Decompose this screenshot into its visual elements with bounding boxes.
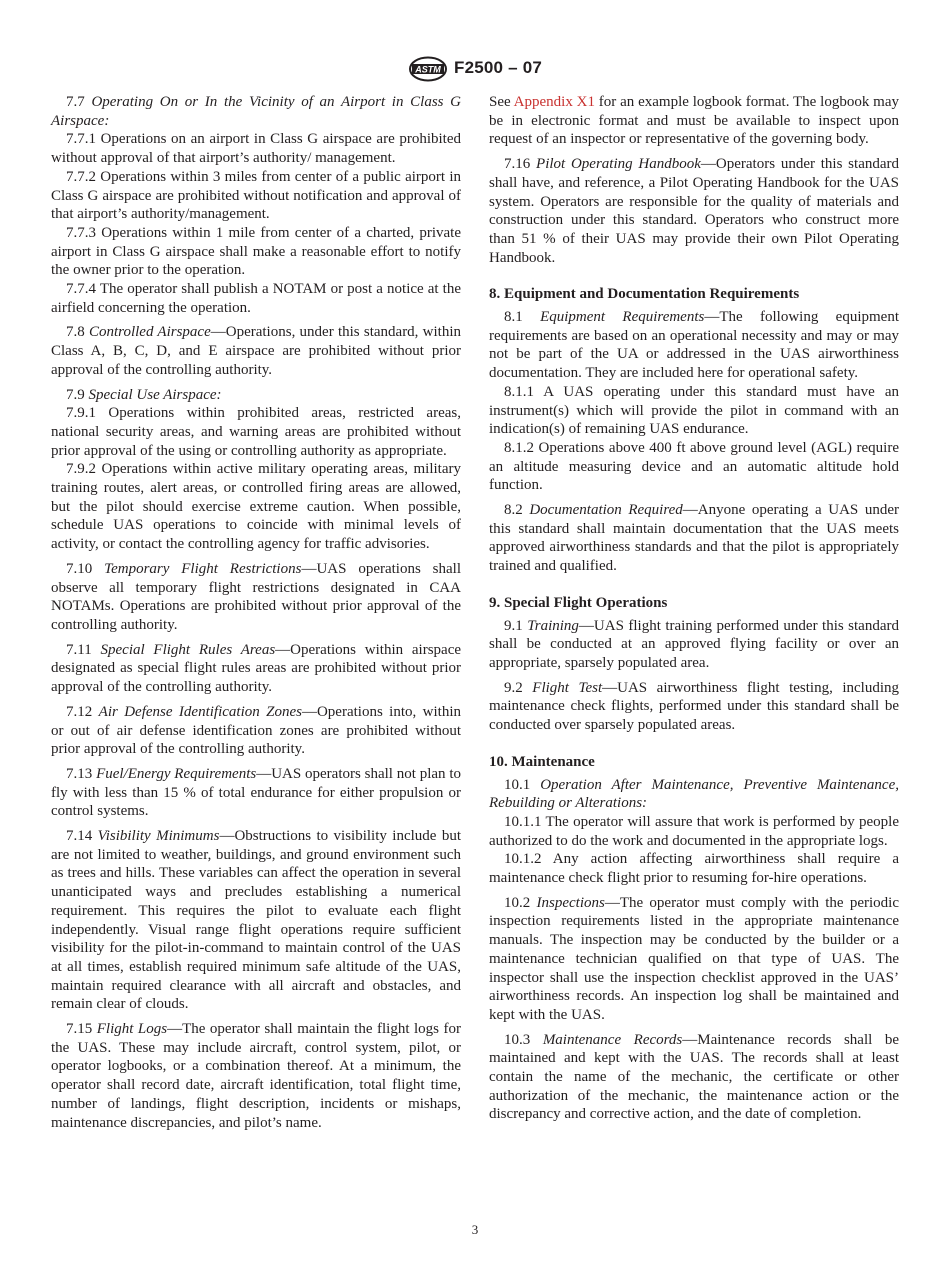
section-7-9-1: 7.9.1 Operations within prohibited areas, restricted areas, national security areas, and warning areas are prohibited without prior approval of the using or controlling authority as appropriate.	[51, 405, 461, 459]
heading-section-9: 9. Special Flight Operations	[489, 594, 668, 611]
section-10-2: 10.2 Inspections—The operator must comply with the periodic inspection requirements listed in the appropriate maintenance manuals. The inspection may be conducted by the builder or a maintenance technician qualified on that type of UAS. The inspector shall use the inspection checklist approved in the UAS’ airworthiness records. An inspection log shall be maintained and kept with the UAS.	[489, 894, 899, 1023]
section-7-7-2: 7.7.2 Operations within 3 miles from center of a public airport in Class G airspace are prohibited without notification and approval of that airport’s authority/management.	[51, 168, 461, 223]
section-10-1-2: 10.1.2 Any action affecting airworthiness shall require a maintenance check flight prior to resuming for-hire operations.	[489, 851, 899, 887]
section-8-1-2: 8.1.2 Operations above 400 ft above ground level (AGL) require an altitude measuring device and an automatic altitude hold function.	[489, 439, 899, 494]
section-7-11: 7.11 Special Flight Rules Areas—Operations within airspace designated as special flight rules areas are prohibited without prior approval of the controlling authority.	[51, 641, 462, 696]
appendix-x1-link[interactable]: Appendix X1	[513, 94, 595, 110]
section-7-9: 7.9 Special Use Airspace:	[66, 386, 222, 403]
section-7-7-4: 7.7.4 The operator shall publish a NOTAM or post a notice at the airfield concerning the operation.	[51, 281, 461, 316]
section-7-7: 7.7 Operating On or In the Vicinity of an Airport in Class G Airspace:	[51, 94, 462, 129]
section-7-12: 7.12 Air Defense Identification Zones—Operations into, within or out of air defense identification zones are prohibited without prior approval of the controlling authority.	[51, 703, 461, 758]
section-7-9-2: 7.9.2 Operations within active military operating areas, military training routes, alert areas, or controlled firing areas are allowed, but the pilot should exercise extreme caution. When possible, schedule UAS operations to coincide with minimal levels of activity, or contact the controlling agency for traffic advisories.	[51, 461, 461, 553]
section-10-1-1: 10.1.1 The operator will assure that work is performed by people authorized to do the work and documented in the appropriate logs.	[489, 813, 899, 849]
page-number: 3	[471, 1222, 479, 1237]
standard-code: F2500 – 07	[454, 58, 543, 77]
section-7-16: 7.16 Pilot Operating Handbook—Operators under this standard shall have, and reference, a Pilot Operating Handbook for the UAS system. Operators are responsible for the quality of materials and construction under this standard. Operators who construct more than 51 % of their UAS may provide their own Pilot Operating Handbook.	[489, 156, 900, 266]
left-column	[51, 93, 461, 1132]
astm-logo-icon	[408, 56, 448, 82]
section-9-1: 9.1 Training—UAS flight training performed under this standard shall be conducted at an approved flying facility or over an appropriate, sparsely populated area.	[489, 617, 899, 671]
section-7-15-continued: See Appendix X1 for an example logbook format. The logbook may be in electronic format and must be available to inspect upon request of an inspector or representative of the governing body.	[489, 94, 899, 148]
right-column	[489, 93, 899, 1124]
section-7-13: 7.13 Fuel/Energy Requirements—UAS operators shall not plan to fly with less than 15 % of total endurance for either propulsion or control systems.	[51, 765, 462, 820]
section-8-2: 8.2 Documentation Required—Anyone operating a UAS under this standard shall maintain documentation that the UAS meets approved airworthiness standards and that the pilot is appropriately trained and qualified.	[489, 502, 899, 575]
section-7-15: 7.15 Flight Logs—The operator shall maintain the flight logs for the UAS. These may include aircraft, control system, pilot, or operator logbooks, or a combination thereof. At a minimum, the operator shall record date, aircraft identification, total flight time, number of landings, flight description, incidents or mishaps, maintenance discrepancies, and pilot’s name.	[51, 1021, 461, 1131]
section-7-7-3: 7.7.3 Operations within 1 mile from center of a charted, private airport in Class G airspace shall make a reasonable effort to notify the owner prior to the operation.	[51, 224, 461, 279]
page-header	[0, 56, 950, 82]
heading-section-8: 8. Equipment and Documentation Requirements	[489, 286, 800, 303]
section-7-10: 7.10 Temporary Flight Restrictions—UAS operations shall observe all temporary flight restrictions designated in CAA NOTAMs. Operations are prohibited without prior approval of the controlling authority.	[51, 560, 461, 633]
section-9-2: 9.2 Flight Test—UAS airworthiness flight testing, including maintenance check flights, performed under this standard shall be conducted over sparsely populated areas.	[489, 679, 900, 734]
svg-text:ASTM: ASTM	[415, 64, 441, 75]
section-8-1-1: 8.1.1 A UAS operating under this standard must have an instrument(s) which will provide the pilot in command with an indication(s) of remaining UAS endurance.	[489, 383, 899, 438]
section-7-14: 7.14 Visibility Minimums—Obstructions to visibility include but are not limited to weather, buildings, and ground environment such as trees and hills. These variables can affect the operation in several unanticipated ways and precludes establishing a numerical requirement. This requires the pilot to evaluate each flight independently. Visual range flight operations require sufficient visibility for the pilot-in-command to maintain control of the UAS at all times, establish required minimum safe altitude of the UAS, maintain required clearance with all aircraft and obstacles, and remain clear of clouds.	[51, 828, 462, 1013]
section-10-3: 10.3 Maintenance Records—Maintenance records shall be maintained and kept with the UAS. The records shall at least contain the name of the mechanic, the certificate or other authorization of the mechanic, the maintenance action or the discrepancy and corrective action, and the date of completion.	[489, 1031, 900, 1123]
section-8-1: 8.1 Equipment Requirements—The following equipment requirements are based on an operational necessity and may or may not be part of the UA or addressed in the UAS airworthiness documentation. They are included here for operational safety.	[489, 309, 899, 382]
section-10-1: 10.1 Operation After Maintenance, Preventive Maintenance, Rebuilding or Alterations:	[489, 776, 899, 812]
heading-section-10: 10. Maintenance	[489, 753, 595, 770]
section-7-7-1: 7.7.1 Operations on an airport in Class G airspace are prohibited without approval of that airport’s authority/ management.	[51, 131, 461, 167]
section-7-8: 7.8 Controlled Airspace—Operations, under this standard, within Class A, B, C, D, and E airspace are prohibited without prior approval of the controlling authority.	[51, 324, 462, 378]
